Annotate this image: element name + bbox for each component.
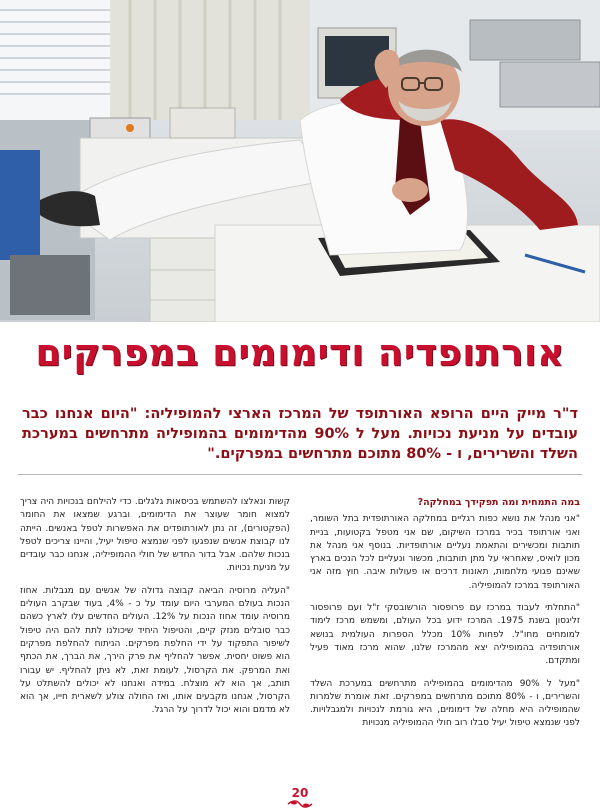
right-column-paragraph: "אני מנהל את נושא כפות רגליים במחלקה האורתופדית בתל השומר, ואני אורתופד בכיר במרכז השיקום, שם אני מטפל בקטועות, בניית תותבות ומכשירים והתאמת נעליים אורתופדיות. בנוסף אני מנהל את מכון לואיס, שאחראי על מתן תותבות, מכשור ונעליים לכל הנכים בארץ שאינם פגועי מלחמות, תאונות דרכים או פעולות איבה. חוץ מזה אני האורתופד במרכז להמופיליה. <box>310 514 580 591</box>
left-column-paragraph: קשות ונאלצו להשתמש בכיסאות גלגלים. כדי להילחם בנכויות היה צריך למצוא חומר שעוצר את הדימומים, וברגע שמצאו את החומר (הפקטורים), זה נתן לאורתופדים את האפשרות לטפל באנשים. הייתה לנו קבוצת אנשים שנפגעו לפני שנמצא טיפול יעיל, והיינו צריכים לטפל בנכות שלהם. אבל בדור החדש של חולי ההמופיליה, אנחנו כבר עובדים על מניעת נכויות. <box>20 497 290 574</box>
article-lead: ד"ר מייק היים הרופא האורתופד של המרכז הארצי להמופיליה: "היום אנחנו כבר עובדים על מניעת נכויות. מעל ל 90% מהדימומים בהמופיליה מתרחשים במערכת השלד והשרירים, ו - 80% מתוכם מתרחשים במפרקים." <box>22 406 578 462</box>
article-title: אורתופדיה ודימומים במפרקים <box>35 331 565 374</box>
section-divider <box>18 474 582 475</box>
leaf-ornament-icon <box>287 800 313 808</box>
left-column-paragraph: "העליה מרוסיה הביאה קבוצה גדולה של אנשים עם מגבלות. אחוז הנכות בעולם המערבי היום עומד על כ - 4%, בעוד שבקרב העולים מרוסיה עומד אחוז הנכות על 12%. העולים החדשים עלו לארץ כשהם כבר סובלים מנזק קיים, והטיפול היחיד שיכולנו לתת להם היה טיפול לשיפור התפקוד על ידי החלפת מפרקים. הניתוח להחלפת מפרקים הוא פשוט יחסית. אפשר להחליף את פרק הירך, את הברך, את הכתף ואת המרפק. את הקרסול, לעומת זאת, לא ניתן להחליף. יש עבורו תותב, אך הוא לא מוצלח. במידה ואנחנו לא יכולים להשתלט על הקרסול, אנחנו מקבעים אותו, ואז החולה צולע לשארית חייו, אך הוא לא מדמם והוא יכול לדרוך על הרגל. <box>20 585 291 716</box>
right-column-paragraph: "מעל ל 90% מהדימומים בהמופיליה מתרחשים במערכת השלד והשרירים, ו - 80% מתוכם מתרחשים במפרקים. זאת אומרת שלמרות שהמופיליה היא מחלה של דימומים, היא גורמת לנכויות ולמגבלויות. לפני שנמצא טיפול יעיל סבלו רוב חולי ההמופיליה מנכויות <box>310 678 581 729</box>
right-column-paragraph: "התחלתי לעבוד במרכז עם פרופסור הורשובסקי ז"ל ועם פרופסור זליגסון בשנת 1975. המרכז ידוע בכל העולם, ומשמש מרכז לימוד למומחים מחו"ל. לפחות 10% מכלל הספרות העולמית בנושא אורתופדיה בהמופיליה יצא מהמרכז שלנו, שהוא מרכז מאוד פעיל ומתקדם. <box>310 603 580 667</box>
headline-band <box>0 322 600 400</box>
article-photo <box>0 0 600 322</box>
right-column <box>310 496 580 740</box>
interview-question: במה התמחית ומה תפקידך במחלקה? <box>417 497 580 508</box>
doctor-office-illustration <box>0 0 600 322</box>
page-number: 20 <box>291 786 309 800</box>
left-column <box>20 496 290 727</box>
